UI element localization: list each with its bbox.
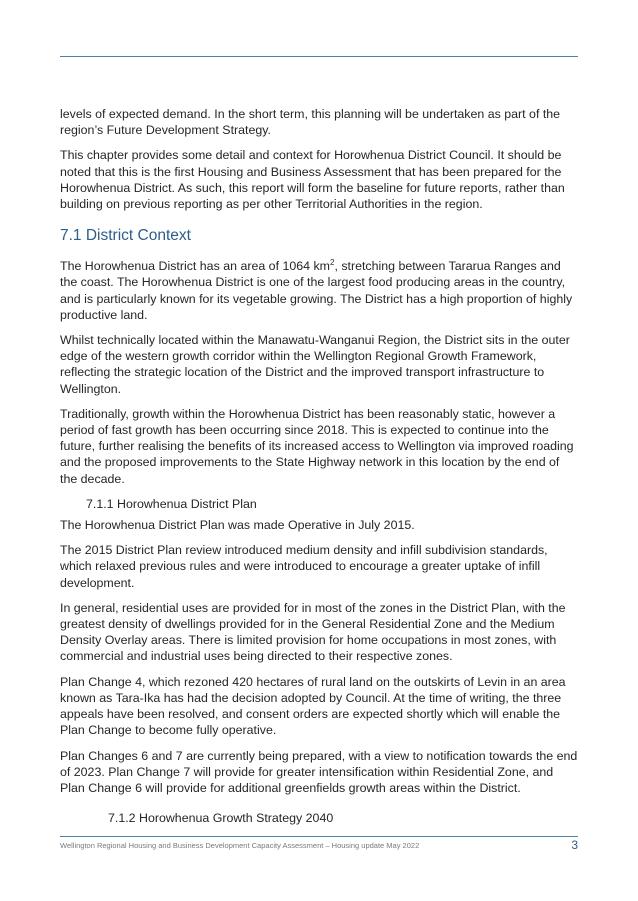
subsection-heading-growth-strategy: 7.1.2 Horowhenua Growth Strategy 2040	[108, 811, 334, 826]
section-heading-district-context: 7.1 District Context	[60, 227, 191, 245]
subsection-heading-district-plan: 7.1.1 Horowhenua District Plan	[86, 496, 257, 511]
footer-text: Wellington Regional Housing and Business Development Capacity Assessment – Housing update May 2022	[60, 841, 420, 850]
intro-paragraph-2: This chapter provides some detail and context for Horowhenua District Council. It should be noted that this is the first Housing and Business Assessment that has been prepared for the Horowhenua District. As such, this report will form the baseline for future reports, rather than building on previous reporting as per other Territorial Authorities in the region.	[60, 148, 565, 212]
growth-paragraph: Traditionally, growth within the Horowhenua District has been reasonably static, however a period of fast growth has been occurring since 2018. This is expected to continue into the future, further realising the benefits of its increased access to Wellington via improved roading and the proposed improvements to the State Highway network in this location by the end of the decade.	[60, 406, 574, 486]
district-plan-paragraph-3: In general, residential uses are provided for in most of the zones in the District Plan, with the greatest density of dwellings provided for in the General Residential Zone and the Medium Density Overlay areas. There is limited provision for home occupations in most zones, with commercial and industrial uses being directed to their respective zones.	[60, 600, 566, 664]
document-body	[60, 106, 580, 826]
header-rule	[60, 56, 578, 57]
intro-paragraph-1: levels of expected demand. In the short term, this planning will be undertaken as part of the region’s Future Development Strategy.	[60, 107, 561, 138]
district-plan-paragraph-1: The Horowhenua District Plan was made Operative in July 2015.	[60, 518, 415, 533]
district-plan-paragraph-4: Plan Change 4, which rezoned 420 hectares of rural land on the outskirts of Levin in an area known as Tara-Ika has had the decision adopted by Council. At the time of writing, the three appeals have been resolved, and consent orders are expected shortly which will enable the Plan Change to become fully operative.	[60, 674, 566, 738]
district-area-text-start: The Horowhenua District has an area of 1064 km	[60, 259, 330, 274]
superscript-squared: 2	[329, 258, 335, 268]
district-area-text-end: , stretching between Tararua Ranges and the coast. The Horowhenua District is one of the largest food producing areas in the country, and is particularly known for its vegetable growing. The District has a high proportion of highly productive land.	[60, 259, 573, 322]
footer-rule	[60, 836, 578, 837]
district-plan-paragraph-2: The 2015 District Plan review introduced medium density and infill subdivision standards, which relaxed previous rules and were introduced to encourage a greater uptake of infill development.	[60, 543, 548, 590]
region-location-paragraph: Whilst technically located within the Manawatu-Wanganui Region, the District sits in the outer edge of the western growth corridor within the Wellington Regional Growth Framework, reflecting the strategic location of the District and the improved transport infrastructure to Wellington.	[60, 333, 570, 396]
district-area-paragraph	[60, 258, 580, 323]
district-plan-paragraph-5: Plan Changes 6 and 7 are currently being prepared, with a view to notification towards the end of 2023. Plan Change 7 will provide for greater intensification within Residential Zone, and Plan Change 6 will provide for additional greenfields growth areas within the District.	[60, 748, 578, 795]
page-number: 3	[571, 838, 578, 852]
